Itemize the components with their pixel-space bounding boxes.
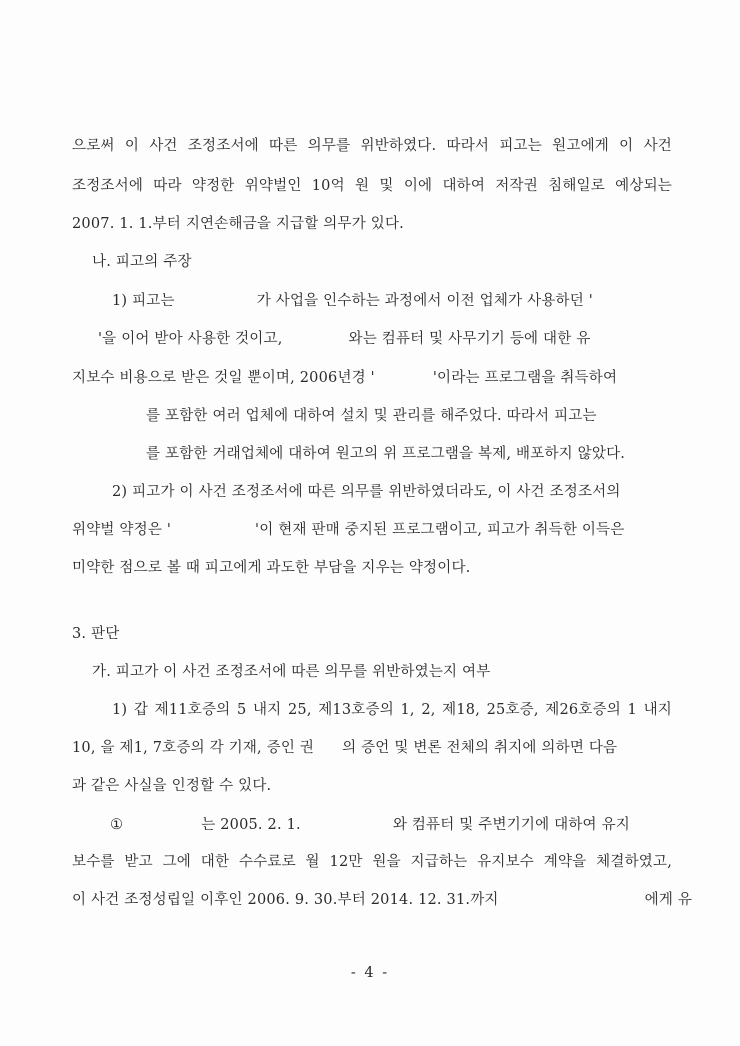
body-line-7 (72, 368, 672, 388)
body-line-9: 를 포함한 거래업체에 대하여 원고의 위 프로그램을 복제, 배포하지 않았다. (146, 446, 626, 462)
line11-part-a: 위약벌 약정은 ' (72, 522, 172, 538)
line20-part-b: 에게 유 (644, 892, 693, 908)
line7-part-a: 지보수 비용으로 받은 것일 뿐이며, 2006년경 ' (72, 370, 375, 386)
body-line-16 (72, 738, 672, 758)
body-line-5 (112, 291, 672, 311)
line11-part-b: '이 현재 판매 중지된 프로그램이고, 피고가 취득한 이득은 (255, 522, 625, 538)
line16-part-a: 10, 을 제1, 7호증의 각 기재, 증인 권 (72, 740, 315, 756)
body-line-15: 1) 갑 제11호증의 5 내지 25, 제13호증의 1, 2, 제18, 25호증, 제26호증의 1 내지 (112, 702, 672, 718)
body-line-17: 과 같은 사실을 인정할 수 있다. (72, 778, 272, 794)
body-line-6 (72, 329, 672, 349)
body-line-3: 2007. 1. 1.부터 지연손해금을 지급할 의무가 있다. (72, 216, 404, 232)
body-line-1: 으로써 이 사건 조정조서에 따른 의무를 위반하였다. 따라서 피고는 원고에게 이 사건 (72, 138, 672, 154)
body-line-19: 보수를 받고 그에 대한 수수료로 월 12만 원을 지급하는 유지보수 계약을 체결하였고, (72, 854, 672, 870)
body-line-11 (72, 520, 672, 540)
line18-part-b: 는 2005. 2. 1. (201, 817, 301, 833)
line6-part-a: '을 이어 받아 사용한 것이고, (98, 331, 283, 347)
body-line-18 (72, 815, 672, 835)
section-heading-judgment: 3. 판단 (72, 626, 120, 642)
body-line-20 (72, 890, 693, 910)
line5-part-b: 가 사업을 인수하는 과정에서 이전 업체가 사용하던 ' (256, 293, 593, 309)
line18-part-c: 와 컴퓨터 및 주변기기에 대하여 유지 (392, 817, 630, 833)
section-heading-defendant-claim: 나. 피고의 주장 (92, 254, 192, 270)
line5-part-a: 1) 피고는 (112, 293, 175, 309)
line20-part-a: 이 사건 조정성립일 이후인 2006. 9. 30.부터 2014. 12. 31.까지 (72, 892, 499, 908)
page-number: - 4 - (350, 965, 390, 981)
line18-circled-one: ① (110, 817, 124, 833)
body-line-8: 를 포함한 여러 업체에 대하여 설치 및 관리를 해주었다. 따라서 피고는 (146, 408, 597, 424)
line6-part-b: 와는 컴퓨터 및 사무기기 등에 대한 유 (348, 331, 591, 347)
body-line-10: 2) 피고가 이 사건 조정조서에 따른 의무를 위반하였더라도, 이 사건 조정조서의 (112, 484, 621, 500)
subsection-heading: 가. 피고가 이 사건 조정조서에 따른 의무를 위반하였는지 여부 (92, 664, 491, 680)
body-line-12: 미약한 점으로 볼 때 피고에게 과도한 부담을 지우는 약정이다. (72, 560, 471, 576)
body-line-2: 조정조서에 따라 약정한 위약벌인 10억 원 및 이에 대하여 저작권 침해일로 예상되는 (72, 178, 672, 194)
line7-part-b: '이라는 프로그램을 취득하여 (432, 370, 618, 386)
line16-part-b: 의 증언 및 변론 전체의 취지에 의하면 다음 (342, 740, 618, 756)
